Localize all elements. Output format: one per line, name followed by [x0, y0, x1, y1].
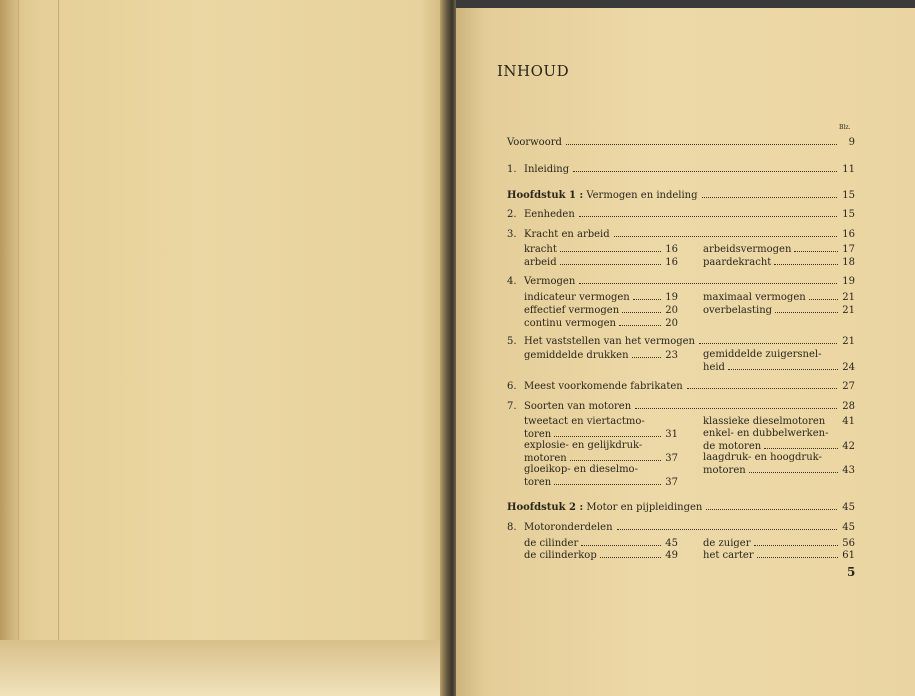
subentry-label: explosie- en gelijkdruk- — [524, 440, 643, 451]
dot-leader — [706, 500, 837, 510]
toc-entry — [507, 207, 855, 221]
toc-subentry — [524, 316, 678, 329]
subentry-label: continu vermogen — [524, 318, 616, 329]
subentry-label: de cilinder — [524, 538, 579, 549]
subentry-label: gemiddelde drukken — [524, 350, 629, 361]
toc-subentry — [703, 463, 855, 476]
dot-leader — [794, 242, 838, 252]
subentry-label: motoren — [524, 453, 567, 464]
subentry-page: 43 — [842, 465, 855, 476]
toc-entry-page: 15 — [842, 209, 855, 220]
toc-entry-page: 15 — [842, 190, 855, 201]
subentry-label: gemiddelde zuigersnel- — [703, 349, 822, 360]
toc-entry-number: 8. — [507, 522, 517, 533]
dot-leader — [579, 274, 837, 284]
toc-entry-label: Eenheden — [524, 209, 575, 220]
subentry-page: 41 — [842, 416, 855, 427]
toc-chapter — [507, 188, 855, 202]
dot-leader — [632, 348, 661, 358]
subentry-page: 16 — [665, 244, 678, 255]
subentry-page: 56 — [842, 538, 855, 549]
subentry-page: 23 — [665, 350, 678, 361]
dot-leader — [775, 303, 838, 313]
dot-leader — [566, 135, 837, 145]
subentry-page: 18 — [842, 257, 855, 268]
dot-leader — [617, 520, 837, 530]
dot-leader — [554, 427, 661, 437]
toc-subentry — [524, 242, 678, 255]
dot-leader — [554, 475, 661, 485]
subentry-label: de zuiger — [703, 538, 751, 549]
chapter-label: Hoofdstuk 1 : — [507, 190, 584, 201]
subentry-page: 20 — [665, 305, 678, 316]
toc-entry — [507, 379, 855, 393]
toc-entry-page: 21 — [842, 336, 855, 347]
toc-subentry — [524, 255, 678, 268]
toc-subentry — [703, 548, 855, 561]
subentry-page: 42 — [842, 441, 855, 452]
toc-entry-label: Voorwoord — [507, 137, 562, 148]
subentry-label: enkel- en dubbelwerken- — [703, 428, 829, 439]
subentry-label: indicateur vermogen — [524, 292, 630, 303]
toc-entry-page: 16 — [842, 229, 855, 240]
dot-leader — [699, 334, 837, 344]
subentry-page: 37 — [665, 453, 678, 464]
subentry-label: laagdruk- en hoogdruk- — [703, 452, 822, 463]
subentry-label: gloeikop- en dieselmo- — [524, 464, 638, 475]
toc-entry-label: Kracht en arbeid — [524, 229, 610, 240]
dot-leader — [560, 242, 661, 252]
subentry-label: klassieke dieselmotoren — [703, 416, 826, 427]
subentry-label: toren — [524, 429, 552, 440]
toc-entry-number: 2. — [507, 209, 517, 220]
subentry-label: het carter — [703, 550, 754, 561]
subentry-label: paardekracht — [703, 257, 772, 268]
toc-entry-page: 28 — [842, 401, 855, 412]
toc-entry — [507, 399, 855, 413]
toc-entry — [507, 227, 855, 241]
toc-entry-label: Het vaststellen van het vermogen — [524, 336, 695, 347]
toc-entry-number: 4. — [507, 276, 517, 287]
subentry-page: 21 — [842, 292, 855, 303]
toc-entry-label: Meest voorkomende fabrikaten — [524, 381, 683, 392]
toc-entry-page: 9 — [848, 137, 855, 148]
subentry-page: 21 — [842, 305, 855, 316]
toc-entry-number: 3. — [507, 229, 517, 240]
dot-leader — [570, 451, 661, 461]
subentry-label: arbeidsvermogen — [703, 244, 792, 255]
toc-entry — [507, 135, 855, 149]
subentry-label: arbeid — [524, 257, 557, 268]
subentry-page: 49 — [665, 550, 678, 561]
page-column-label: Blz. — [839, 124, 851, 131]
toc-subentry — [703, 255, 855, 268]
dot-leader — [702, 188, 837, 198]
subentry-label: de cilinderkop — [524, 550, 597, 561]
subentry-label: overbelasting — [703, 305, 773, 316]
dot-leader — [687, 379, 837, 389]
toc-entry-page: 45 — [842, 522, 855, 533]
toc-subentry — [524, 303, 678, 316]
dot-leader — [809, 290, 838, 300]
subentry-label: effectief vermogen — [524, 305, 620, 316]
subentry-page: 16 — [665, 257, 678, 268]
toc-subentry — [524, 348, 678, 361]
toc-entry-number: 5. — [507, 336, 517, 347]
chapter-title: Motor en pijpleidingen — [583, 502, 703, 513]
subentry-label: motoren — [703, 465, 746, 476]
toc-subentry — [703, 303, 855, 316]
subentry-page: 61 — [842, 550, 855, 561]
subentry-page: 24 — [842, 362, 855, 373]
subentry-label: kracht — [524, 244, 557, 255]
chapter-label: Hoofdstuk 2 : — [507, 502, 584, 513]
dot-leader — [573, 162, 837, 172]
dot-leader — [560, 255, 661, 265]
chapter-title: Vermogen en indeling — [583, 190, 698, 201]
toc-subentry — [703, 360, 855, 373]
toc-entry — [507, 520, 855, 534]
page-number: 5 — [847, 565, 856, 579]
dot-leader — [635, 399, 837, 409]
dot-leader — [757, 548, 838, 558]
dot-leader — [600, 548, 661, 558]
toc-entry-label: Soorten van motoren — [524, 401, 632, 412]
toc-entry — [507, 334, 855, 348]
page-title: INHOUD — [497, 62, 570, 80]
dot-leader — [579, 207, 837, 217]
toc-entry-label: Motoronderdelen — [524, 522, 613, 533]
dot-leader — [633, 290, 661, 300]
toc-entry-label: Vermogen — [524, 276, 576, 287]
subentry-label: toren — [524, 477, 552, 488]
dot-leader — [728, 360, 838, 370]
toc-entry-number: 1. — [507, 164, 517, 175]
toc-entry-number: 6. — [507, 381, 517, 392]
subentry-page: 37 — [665, 477, 678, 488]
dot-leader — [614, 227, 837, 237]
toc-entry-number: 7. — [507, 401, 517, 412]
toc-entry — [507, 274, 855, 288]
subentry-page: 45 — [665, 538, 678, 549]
dot-leader — [619, 316, 661, 326]
subentry-page: 31 — [665, 429, 678, 440]
toc-subentry — [524, 475, 678, 488]
subentry-label: tweetact en viertactmo- — [524, 416, 645, 427]
subentry-label: maximaal vermogen — [703, 292, 806, 303]
toc-subentry — [524, 548, 678, 561]
subentry-label: de motoren — [703, 441, 762, 452]
dot-leader — [749, 463, 838, 473]
dot-leader — [764, 439, 838, 449]
dot-leader — [774, 255, 838, 265]
subentry-page: 17 — [842, 244, 855, 255]
toc-subentry — [703, 242, 855, 255]
dot-leader — [754, 536, 838, 546]
toc-entry-label: Inleiding — [524, 164, 570, 175]
dot-leader — [622, 303, 661, 313]
toc-entry-page: 19 — [842, 276, 855, 287]
subentry-page: 19 — [665, 292, 678, 303]
toc-entry-page: 11 — [842, 164, 855, 175]
toc-chapter — [507, 500, 855, 514]
toc-entry-page: 27 — [842, 381, 855, 392]
toc-entry-page: 45 — [842, 502, 855, 513]
toc-entry — [507, 162, 855, 176]
dot-leader — [581, 536, 661, 546]
subentry-page: 20 — [665, 318, 678, 329]
subentry-label: heid — [703, 362, 725, 373]
toc-subentry — [524, 290, 678, 303]
toc-subentry — [703, 290, 855, 303]
